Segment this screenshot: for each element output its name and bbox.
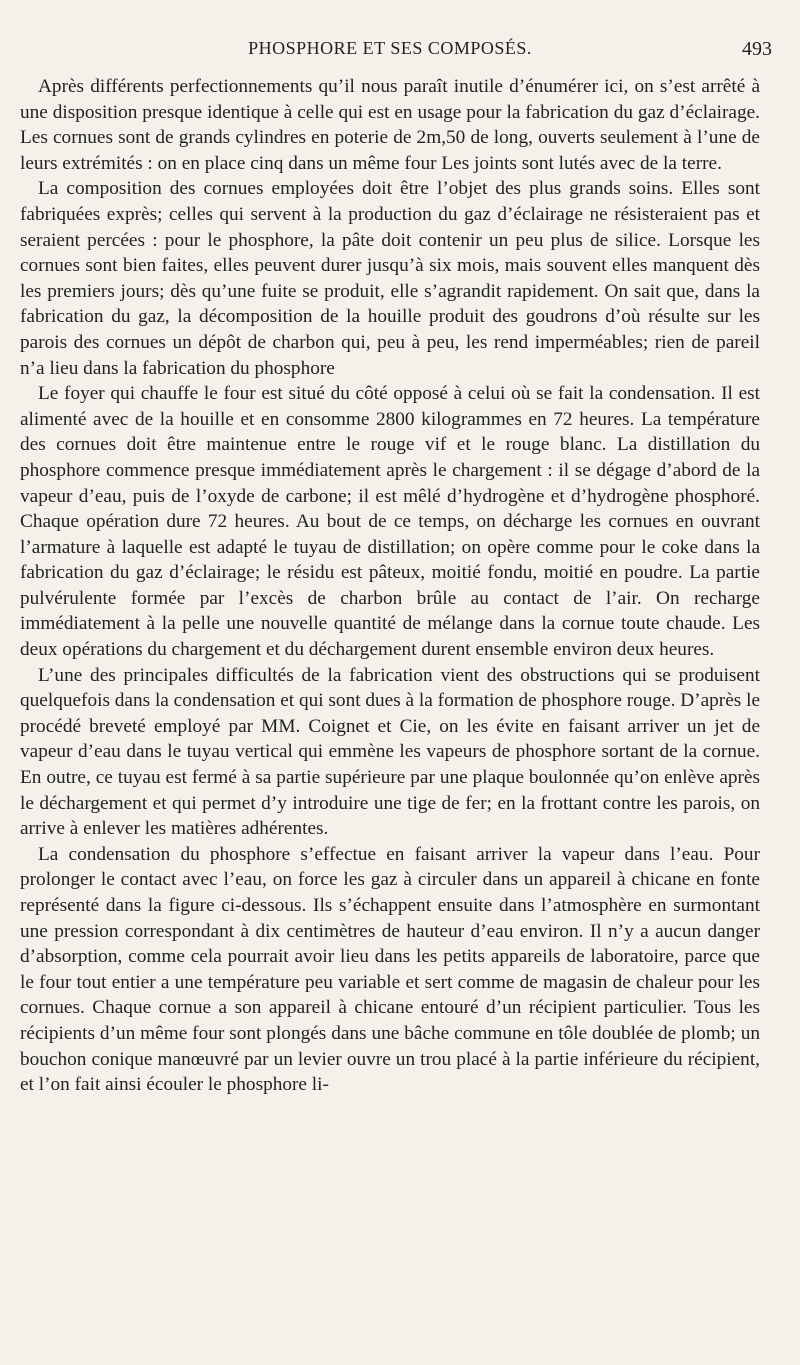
paragraph-4: L’une des principales difficultés de la fabrication vient des obstructions qui se produisent quelquefois dans la condensation et qui sont dues à la formation de phosphore rouge. D’après le procédé breveté employé par MM. Coignet et Cie, on les évite en faisant arriver un jet de vapeur d’eau dans le tuyau vertical qui emmène les vapeurs de phosphore sortant de la cornue. En outre, ce tuyau est fermé à sa partie supérieure par une plaque boulonnée qu’on enlève après le déchargement et qui permet d’y introduire une tige de fer; en la frottant contre les parois, on arrive à enlever les matières adhérentes.: [20, 664, 760, 840]
running-header: [20, 38, 772, 74]
paragraph-1: Après différents perfectionnements qu’il nous paraît inutile d’énumérer ici, on s’est arrêté à une disposition presque identique à celle qui est en usage pour la fabrication du gaz d’éclairage. Les cornues sont de grands cylindres en poterie de 2m,50 de long, ouverts seulement à l’une de leurs extrémités : on en place cinq dans un même four Les joints sont lutés avec de la terre.: [20, 76, 760, 174]
paragraph-3: Le foyer qui chauffe le four est situé du côté opposé à celui où se fait la condensation. Il est alimenté avec de la houille et en consomme 2800 kilogrammes en 72 heures. La température des cornues doit être maintenue entre le rouge vif et le rouge blanc. La distillation du phosphore commence presque immédiatement après le chargement : il se dégage d’abord de la vapeur d’eau, puis de l’oxyde de carbone; il est mêlé d’hydrogène et d’hydrogène phosphoré. Chaque opération dure 72 heures. Au bout de ce temps, on décharge les cornues en ouvrant l’armature à laquelle est adapté le tuyau de distillation; on opère comme pour le coke dans la fabrication du gaz d’éclairage; le résidu est pâteux, moitié fondu, moitié en poudre. La partie pulvérulente formée par l’excès de charbon brûle au contact de l’air. On recharge immédiatement à la pelle une nouvelle quantité de mélange dans la cornue toute chaude. Les deux opérations du chargement et du déchargement durent ensemble environ deux heures.: [20, 383, 760, 661]
page-number: 493: [742, 38, 772, 60]
paragraph-5: La condensation du phosphore s’effectue en faisant arriver la vapeur dans l’eau. Pour prolonger le contact avec l’eau, on force les gaz à circuler dans un appareil à chicane en fonte représenté dans la figure ci-dessous. Ils s’échappent ensuite dans l’atmosphère en surmontant une pression correspondant à dix centimètres de hauteur d’eau environ. Il n’y a aucun danger d’absorption, comme cela pourrait avoir lieu dans les petits appareils de laboratoire, parce que le four tout entier a une température peu variable et sert comme de magasin de chaleur pour les cornues. Chaque cornue a son appareil à chicane entouré d’un récipient particulier. Tous les récipients d’un même four sont plongés dans une bâche commune en tôle doublée de plomb; un bouchon conique manœuvré par un levier ouvre un trou placé à la partie inférieure du récipient, et l’on fait ainsi écouler le phosphore li-: [20, 843, 760, 1096]
paragraph-2: La composition des cornues employées doit être l’objet des plus grands soins. Elles sont fabriquées exprès; celles qui servent à la production du gaz d’éclairage ne résisteraient pas et seraient percées : pour le phosphore, la pâte doit contenir un peu plus de silice. Lorsque les cornues sont bien faites, elles peuvent durer jusqu’à six mois, mais souvent elles manquent dès les premiers jours; dès qu’une fuite se produit, elle s’agrandit rapidement. On sait que, dans la fabrication du gaz, la décomposition de la houille produit des goudrons d’où résulte sur les parois des cornues un dépôt de charbon qui, peu à peu, les rend imperméables; rien de pareil n’a lieu dans la fabrication du phosphore: [20, 178, 760, 379]
running-title: PHOSPHORE ET SES COMPOSÉS.: [248, 38, 532, 58]
